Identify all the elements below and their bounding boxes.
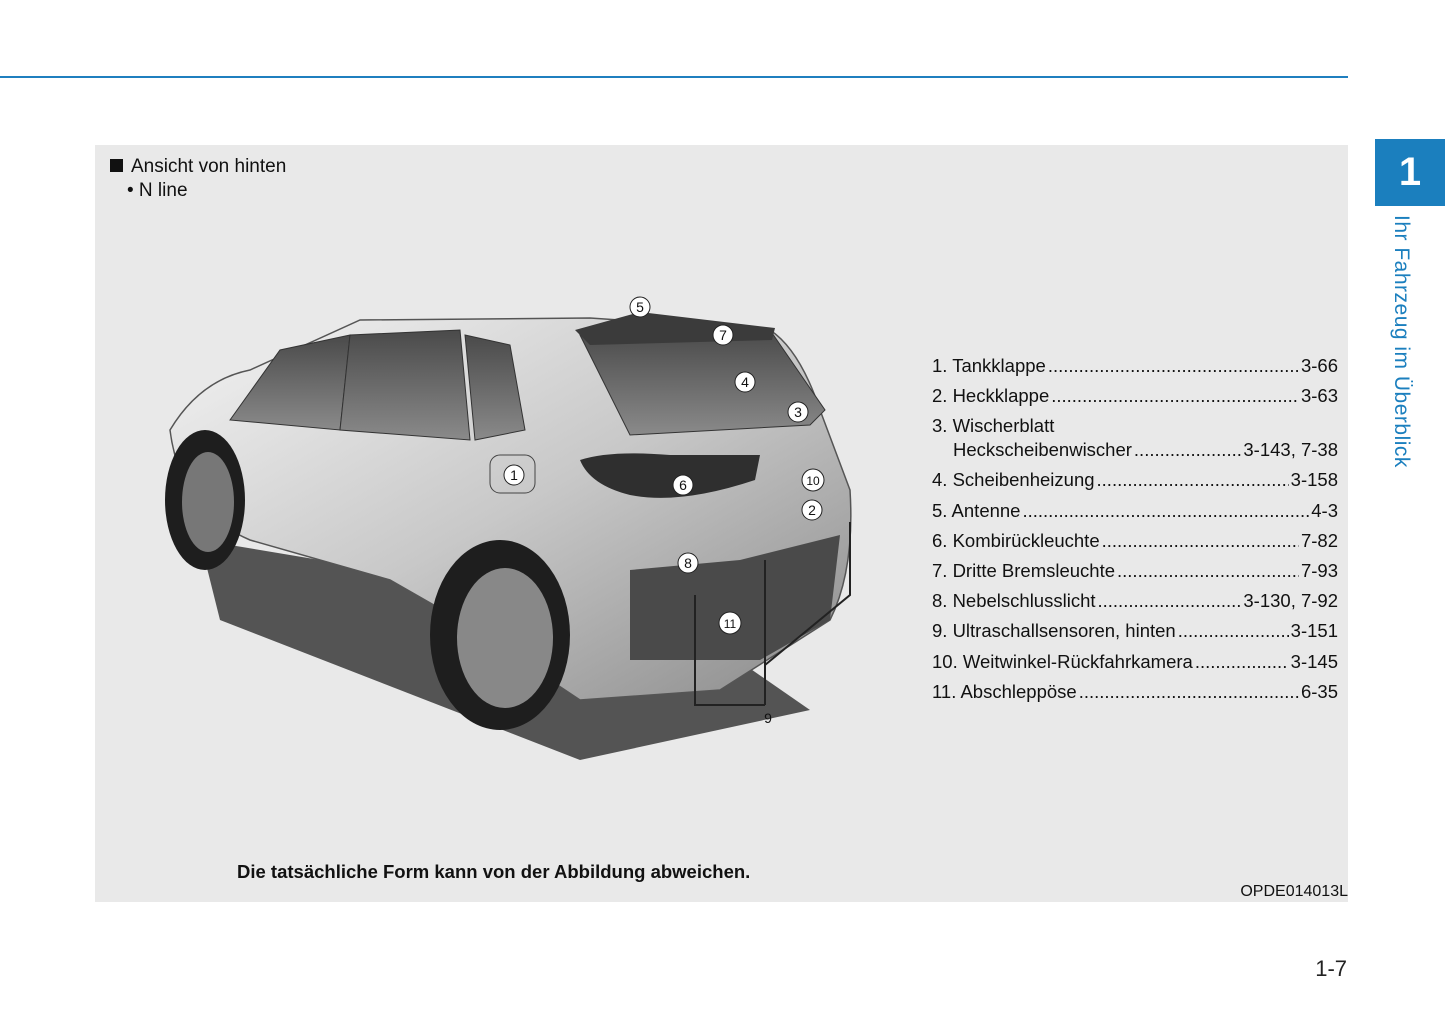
square-bullet-icon [110,159,123,172]
svg-text:9: 9 [764,710,772,726]
svg-text:8: 8 [684,555,692,571]
list-item: 5. Antenne ..... 4-3 [932,500,1338,530]
section-heading: Ansicht von hinten [110,156,286,178]
svg-text:11: 11 [723,617,737,631]
svg-text:6: 6 [679,477,687,493]
image-code: OPDE014013L [1240,883,1348,900]
callout-11 [719,612,741,634]
chapter-title: Ihr Fahrzeug im Überblick [1390,215,1413,468]
callout-5 [630,297,650,317]
disclaimer-text: Die tatsächliche Form kann von der Abbildung abweichen. [237,861,751,882]
chapter-tab: 1 [1375,139,1445,206]
svg-text:1: 1 [510,467,518,483]
list-item: 3. Wischerblatt Heckscheibenwischer ..... 3-143, 7-38 [932,415,1338,469]
list-item: 4. Scheibenheizung ..... 3-158 [932,469,1338,499]
callout-2 [802,500,822,520]
list-item: 10. Weitwinkel-Rückfahrkamera ..... 3-145 [932,651,1338,681]
svg-text:4: 4 [741,374,749,390]
callout-3 [788,402,808,422]
list-item: 11. Abschleppöse ..... 6-35 [932,681,1338,711]
callout-4 [735,372,755,392]
callout-7 [713,325,733,345]
list-item: 1. Tankklappe ..... 3-66 [932,355,1338,385]
callout-1 [504,465,524,485]
car-rear-illustration [160,290,860,760]
list-item: 9. Ultraschallsensoren, hinten ..... 3-151 [932,620,1338,650]
list-item: 7. Dritte Bremsleuchte ..... 7-93 [932,560,1338,590]
list-item: 2. Heckklappe ..... 3-63 [932,385,1338,415]
list-item: 8. Nebelschlusslicht ..... 3-130, 7-92 [932,590,1338,620]
callout-9 [764,710,772,726]
list-item: 6. Kombirückleuchte ..... 7-82 [932,530,1338,560]
svg-text:10: 10 [806,474,820,488]
callout-10 [802,469,824,491]
callout-8 [678,553,698,573]
page-number: 1-7 [1315,956,1347,981]
callout-6 [673,475,693,495]
svg-text:3: 3 [794,404,802,420]
svg-text:5: 5 [636,299,644,315]
parts-list [932,355,1338,711]
svg-text:7: 7 [719,327,727,343]
header-rule [0,76,1348,78]
variant-label: • N line [127,180,188,201]
svg-text:2: 2 [808,502,816,518]
